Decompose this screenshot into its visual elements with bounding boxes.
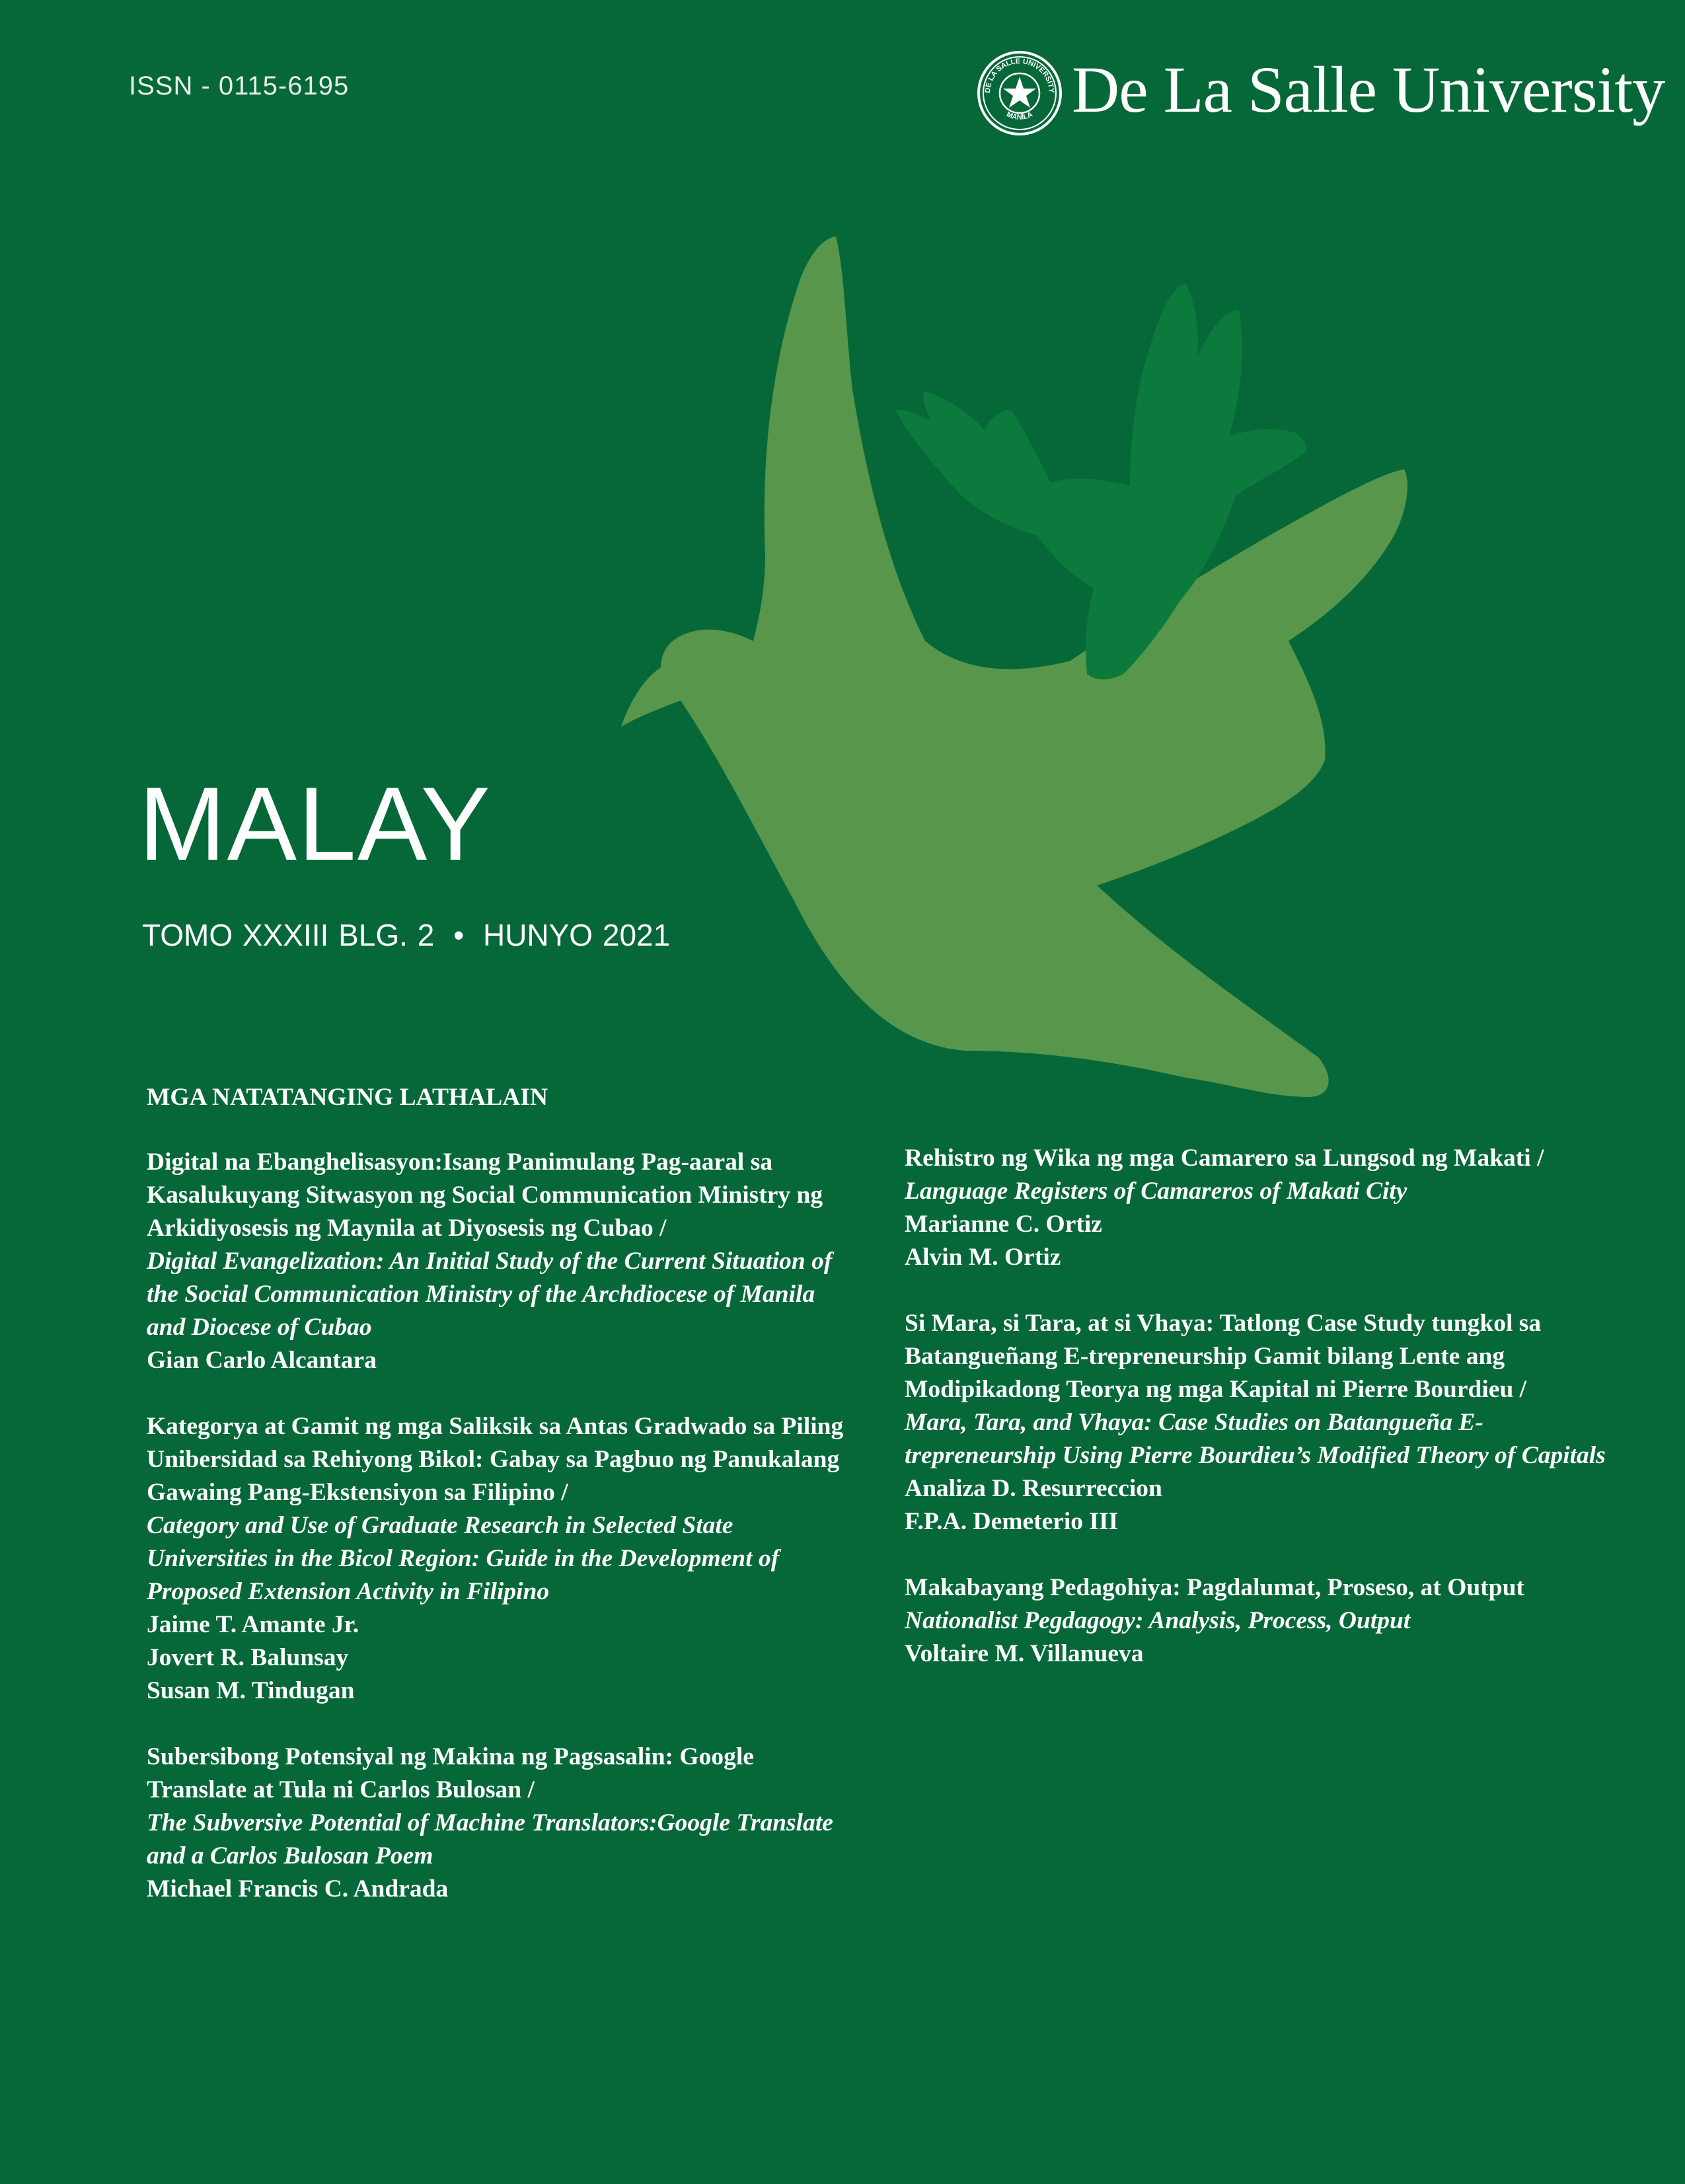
- issn-label: ISSN - 0115-6195: [129, 71, 350, 100]
- article-entry: [905, 1571, 1618, 1671]
- university-name: De La Salle University: [1072, 53, 1665, 126]
- number-label: BLG. 2: [338, 918, 435, 952]
- issue-info: [142, 917, 670, 953]
- section-heading: MGA NATATANGING LATHALAIN: [147, 1084, 548, 1111]
- article-author: Voltaire M. Villanueva: [905, 1640, 1144, 1667]
- article-title-english: Category and Use of Graduate Research in Selected State Universities in the Bicol Region: Guide in the Development of Proposed Extension Activity in Filipino: [147, 1512, 780, 1605]
- article-title-english: Mara, Tara, and Vhaya: Case Studies on Batangueña E-trepreneurship Using Pierre Bourdieu’s Modified Theory of Capitals: [905, 1409, 1606, 1469]
- article-title-english: The Subversive Potential of Machine Translators:Google Translate and a Carlos Bulosan Poem: [147, 1809, 833, 1869]
- article-author: Marianne C. Ortiz: [905, 1211, 1102, 1238]
- article-author: Gian Carlo Alcantara: [147, 1347, 377, 1374]
- seal-text-top: DE LA SALLE UNIVERSITY: [983, 57, 1056, 94]
- seal-text-bottom: MANILA: [1005, 110, 1034, 122]
- article-title-filipino: Makabayang Pedagohiya: Pagdalumat, Proseso, at Output: [905, 1574, 1524, 1601]
- article-entry: [147, 1410, 847, 1708]
- article-title-english: Language Registers of Camareros of Makati City: [905, 1178, 1407, 1205]
- article-title-english: Digital Evangelization: An Initial Study of the Current Situation of the Social Communication Ministry of the Archdiocese of Manila and Diocese of Cubao: [147, 1248, 833, 1341]
- svg-text:MANILA: [1005, 110, 1034, 122]
- volume-label: TOMO XXXIII: [142, 918, 329, 952]
- article-author: Jaime T. Amante Jr.: [147, 1611, 359, 1638]
- journal-title: MALAY: [139, 766, 492, 882]
- issue-separator: •: [453, 918, 465, 952]
- article-author: Jovert R. Balunsay: [147, 1644, 349, 1671]
- date-label: HUNYO 2021: [482, 918, 671, 952]
- large-dove-shape: [621, 237, 1407, 1097]
- article-entry: [147, 1146, 847, 1377]
- article-title-filipino: Kategorya at Gamit ng mga Saliksik sa Antas Gradwado sa Piling Unibersidad sa Rehiyong Bikol: Gabay sa Pagbuo ng Panukalang Gawaing Pang-Ekstensiyon sa Filipino /: [147, 1413, 844, 1506]
- article-entry: [147, 1741, 847, 1906]
- contents-left-column: [147, 1081, 847, 1939]
- article-author: Analiza D. Resurreccion: [905, 1475, 1162, 1502]
- article-entry: [905, 1142, 1618, 1274]
- article-author: F.P.A. Demeterio III: [905, 1508, 1119, 1535]
- article-author: Alvin M. Ortiz: [905, 1244, 1061, 1271]
- contents-right-column: [905, 1142, 1618, 1704]
- article-title-english: Nationalist Pegdagogy: Analysis, Process, Output: [905, 1607, 1411, 1634]
- article-title-filipino: Si Mara, si Tara, at si Vhaya: Tatlong Case Study tungkol sa Batangueñang E-trepreneurship Gamit bilang Lente ang Modipikadong Teorya ng mga Kapital ni Pierre Bourdieu /: [905, 1310, 1542, 1403]
- article-title-filipino: Subersibong Potensiyal ng Makina ng Pagsasalin: Google Translate at Tula ni Carlos Bulosan /: [147, 1743, 754, 1803]
- article-author: Michael Francis C. Andrada: [147, 1875, 449, 1902]
- article-author: Susan M. Tindugan: [147, 1677, 355, 1704]
- article-entry: [905, 1307, 1618, 1538]
- doves-illustration: [595, 218, 1533, 1176]
- article-title-filipino: Rehistro ng Wika ng mga Camarero sa Lungsod ng Makati /: [905, 1145, 1544, 1172]
- university-seal-icon: [977, 50, 1063, 136]
- article-title-filipino: Digital na Ebanghelisasyon:Isang Panimulang Pag-aaral sa Kasalukuyang Sitwasyon ng Social Communication Ministry ng Arkidiyosesis ng Maynila at Diyosesis ng Cubao /: [147, 1148, 823, 1242]
